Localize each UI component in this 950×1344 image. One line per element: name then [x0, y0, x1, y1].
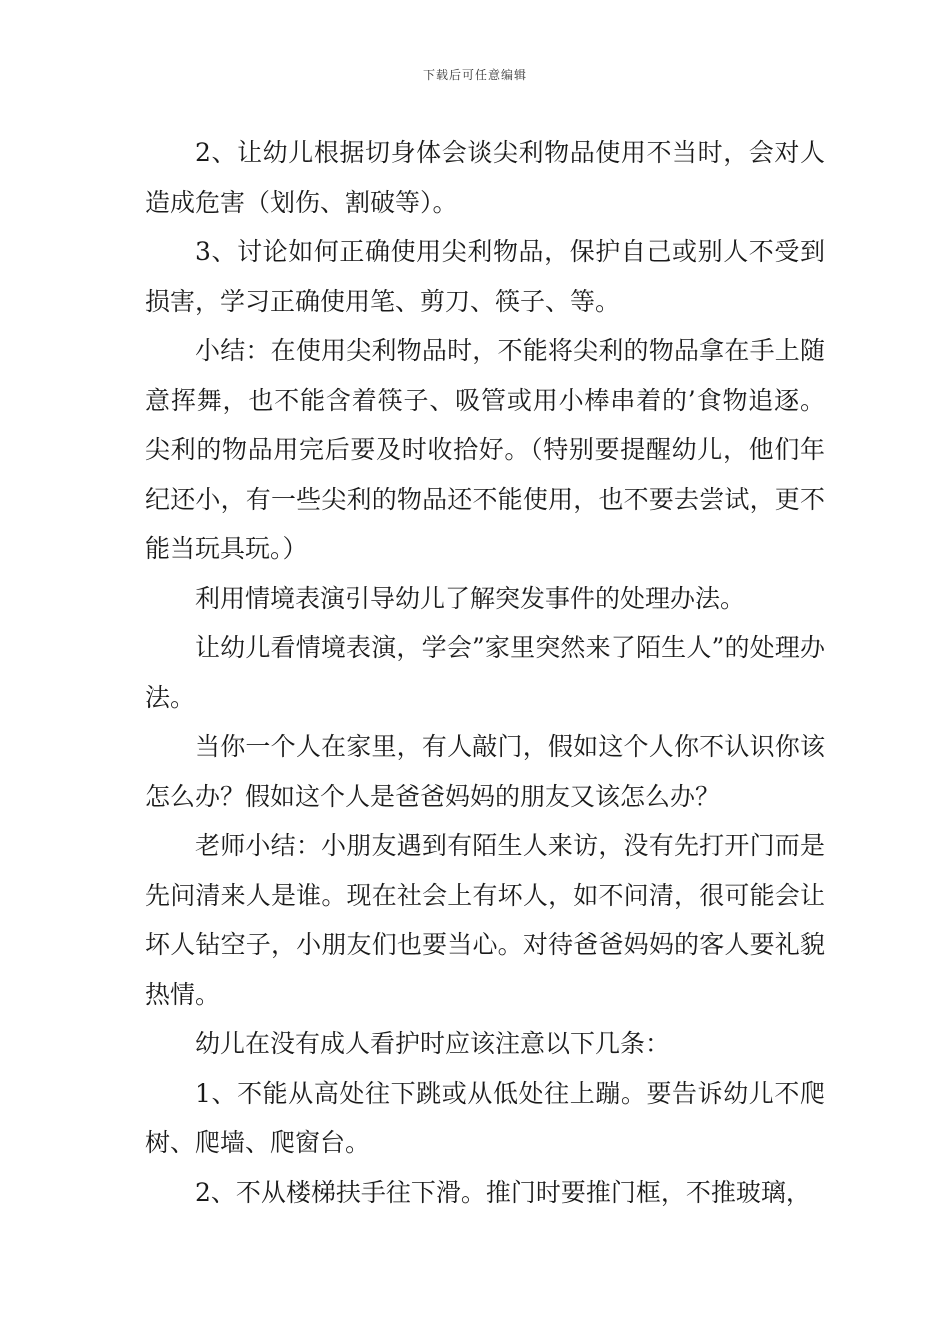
- paragraph-10: 2、不从楼梯扶手往下滑。推门时要推门框，不推玻璃，: [195, 1177, 811, 1207]
- paragraph-9: 1、不能从高处往下跳或从低处往上蹦。要告诉幼儿不爬树、爬墙、爬窗台。: [145, 1078, 825, 1157]
- paragraph-4: 利用情境表演引导幼儿了解突发事件的处理办法。: [195, 583, 746, 613]
- paragraph-2: 3、讨论如何正确使用尖利物品，保护自己或别人不受到损害，学习正确使用笔、剪刀、筷子、等。: [145, 237, 825, 316]
- paragraph-6: 当你一个人在家里，有人敲门，假如这个人你不认识你该怎么办？假如这个人是爸爸妈妈的朋友又该怎么办？: [145, 732, 825, 811]
- paragraph-3: 小结：在使用尖利物品时，不能将尖利的物品拿在手上随意挥舞，也不能含着筷子、吸管或用小棒串着的’食物追逐。尖利的物品用完后要及时收拾好。（特别要提醒幼儿，他们年纪还小，有一些尖利的物品还不能使用，也不要去尝试，更不能当玩具玩。）: [145, 336, 825, 563]
- document-body: [145, 128, 825, 1217]
- paragraph-7: 老师小结：小朋友遇到有陌生人来访，没有先打开门而是先问清来人是谁。现在社会上有坏人，如不问清，很可能会让坏人钻空子，小朋友们也要当心。对待爸爸妈妈的客人要礼貌热情。: [145, 831, 825, 1009]
- page-header: 下载后可任意编辑: [422, 68, 527, 82]
- paragraph-8: 幼儿在没有成人看护时应该注意以下几条：: [195, 1029, 671, 1058]
- paragraph-1: 2、让幼儿根据切身体会谈尖利物品使用不当时，会对人造成危害（划伤、割破等）。: [145, 138, 825, 217]
- paragraph-5: 让幼儿看情境表演，学会”家里突然来了陌生人”的处理办法。: [145, 633, 825, 712]
